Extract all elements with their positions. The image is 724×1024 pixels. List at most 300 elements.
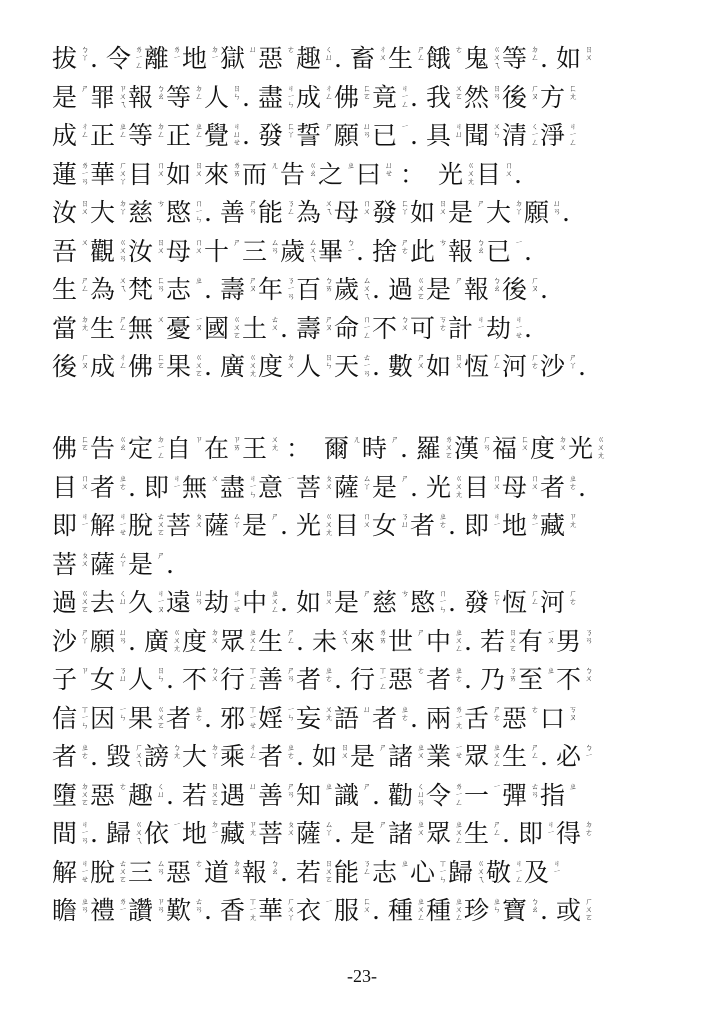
annotated-character [242,156,280,194]
hanzi: 歸 [448,857,474,887]
annotated-character [426,892,464,930]
hanzi: 目 [52,472,78,502]
zhuyin: ㄕㄚ [81,627,89,645]
annotated-character [166,584,204,622]
annotated-character [90,815,106,853]
hanzi: 地 [502,511,528,540]
hanzi: 香 [220,896,246,925]
hanzi: . [410,703,418,733]
hanzi: . [372,275,380,304]
hanzi: 生 [464,819,490,848]
zhuyin: ㄉㄧ [531,512,539,529]
annotated-character [182,40,220,78]
annotated-character [410,79,426,117]
annotated-character [388,271,426,309]
zhuyin: ㄆㄨ [287,820,295,837]
annotated-character [280,507,296,545]
annotated-character [204,310,242,348]
zhuyin: ㄕ [363,781,371,791]
annotated-character [334,661,350,699]
hanzi: 光 [568,434,594,463]
hanzi: 有 [518,626,544,656]
hanzi: 為 [90,275,116,304]
paragraph-2 [52,430,682,931]
zhuyin: ㄇㄨ [195,237,203,255]
annotated-character [556,738,594,776]
annotated-character [410,854,448,892]
zhuyin: ㄅㄚ [81,45,89,62]
zhuyin: ㄉㄧ [211,45,219,62]
zhuyin: ㄓㄨㄥ [417,897,425,922]
page-number: -23- [347,966,377,986]
annotated-character [480,661,518,699]
zhuyin: ㄈㄚ [493,589,501,606]
annotated-character [296,469,334,507]
annotated-character [334,194,372,232]
hanzi: 光 [438,159,464,189]
zhuyin: ㄕㄢ [287,781,295,799]
zhuyin: ㄆㄨ [325,473,333,491]
zhuyin: ㄓ [547,666,555,675]
annotated-character [476,156,514,194]
annotated-character [52,892,90,930]
hanzi: 畜 [350,44,376,73]
zhuyin: ㄉㄥ [157,122,165,139]
zhuyin: ㄜ [195,858,203,868]
hanzi: . [166,665,174,694]
hanzi: 劫 [204,588,230,617]
annotated-character [106,815,144,853]
annotated-character [556,623,594,661]
zhuyin: ㄉㄚ [119,199,127,216]
hanzi: 發 [258,121,284,150]
hanzi: 依 [144,819,170,848]
hanzi: 善 [258,665,284,694]
zhuyin: ㄩ [249,781,257,791]
annotated-character [426,738,464,776]
zhuyin: ㄈㄚ [287,122,295,139]
hanzi: 意 [258,472,284,502]
zhuyin: ㄓㄨㄥ [455,627,463,653]
annotated-character [52,348,90,386]
zhuyin: ㄈㄛ [157,353,165,370]
zhuyin: ㄊㄧㄢ [363,353,371,378]
zhuyin: ㄌㄞ [379,627,387,645]
annotated-character [220,348,258,386]
text-line [52,348,682,387]
annotated-character [144,738,182,776]
hanzi: 告 [280,159,306,189]
zhuyin: ㄧ [401,122,409,131]
annotated-character [280,310,296,348]
hanzi: 得 [556,819,582,848]
zhuyin: ㄕ [379,820,387,829]
annotated-character [518,661,556,699]
annotated-character [220,40,258,78]
zhuyin: ㄍㄨㄤ [173,627,181,653]
zhuyin: ㄓㄜ [195,704,203,722]
hanzi: . [372,780,380,810]
zhuyin: ㄓㄨㄥ [455,820,463,845]
hanzi: 命 [334,313,360,343]
annotated-character [448,854,486,892]
zhuyin: ㄙㄢ [157,858,165,876]
zhuyin: ㄖㄣ [157,666,165,683]
annotated-character [128,777,166,815]
annotated-character [410,469,426,507]
hanzi: 大 [90,198,116,227]
zhuyin: ㄘ [401,589,409,598]
annotated-character [52,738,90,776]
hanzi: . [502,819,510,848]
hanzi: 清 [502,121,528,150]
zhuyin: ㄉㄥ [195,83,203,101]
zhuyin: ㄨㄛ [455,83,463,101]
annotated-character [296,584,334,622]
hanzi: . [448,511,456,540]
zhuyin: ㄖㄨ [81,199,89,216]
annotated-character [128,156,166,194]
zhuyin: ㄉㄧㄥ [157,435,165,460]
hanzi: 薩 [204,511,230,540]
hanzi: 中 [242,588,268,617]
annotated-character [502,507,540,545]
zhuyin: ㄨ [211,473,219,483]
annotated-character [204,892,220,930]
zhuyin: ㄐㄧ [173,473,181,491]
hanzi: 薩 [334,472,360,502]
zhuyin: ㄋㄩ [119,666,127,683]
hanzi: . [334,44,342,73]
annotated-character [312,738,350,776]
zhuyin: ㄐㄩ [455,122,463,139]
annotated-character [128,194,166,232]
zhuyin: ㄐㄧㄝ [515,314,523,340]
annotated-character [280,430,324,468]
hanzi: 趣 [296,44,322,73]
hanzi: 百 [296,275,322,304]
zhuyin: ㄧㄡ [195,314,203,332]
zhuyin: ㄖㄨ [195,160,203,178]
annotated-character [166,233,204,271]
hanzi: 聞 [464,121,490,150]
annotated-character [388,738,426,776]
annotated-character [204,79,242,117]
annotated-character [350,738,388,776]
zhuyin: ㄐㄧ [493,512,501,529]
hanzi: . [204,703,212,733]
annotated-character [464,40,502,78]
zhuyin: ㄈㄛ [363,83,371,101]
hanzi: . [514,159,522,189]
hanzi: 愍 [410,588,436,617]
hanzi: 畢 [318,236,344,266]
hanzi: 寶 [502,896,528,925]
annotated-character [296,40,334,78]
text-line [52,623,682,662]
annotated-character [502,584,540,622]
zhuyin: ㄏㄨㄚ [119,160,127,186]
zhuyin: ㄈㄨ [363,897,371,914]
zhuyin: ㄨㄟ [341,627,349,645]
text-line [52,584,682,623]
annotated-character [464,507,502,545]
hanzi: 是 [52,82,78,112]
hanzi: 中 [426,626,452,656]
hanzi: 度 [258,352,284,381]
annotated-character [540,738,556,776]
annotated-character [334,271,372,309]
zhuyin: ㄍㄠ [309,160,317,178]
annotated-character [372,117,410,155]
zhuyin: ㄈㄛ [81,435,89,452]
hanzi: 種 [388,896,414,925]
hanzi: 罪 [90,82,116,112]
hanzi: 至 [518,665,544,694]
zhuyin: ㄇㄨ [505,160,513,178]
annotated-character [540,700,578,738]
zhuyin: ㄜ [417,666,425,675]
hanzi: 天 [334,352,360,381]
hanzi: 生 [52,275,78,304]
zhuyin: ㄦ [353,435,361,444]
annotated-character [166,546,182,584]
hanzi: 是 [242,511,268,540]
hanzi: 乘 [220,742,246,771]
zhuyin: ㄇㄧㄣ [439,589,447,614]
annotated-character [464,117,502,155]
annotated-character [394,156,438,194]
hanzi: 報 [464,275,490,304]
hanzi: 當 [52,313,78,343]
hanzi: 恆 [502,588,528,617]
hanzi: 知 [296,780,322,810]
hanzi: 愍 [166,198,192,227]
hanzi: 善 [220,198,246,227]
annotated-character [166,661,182,699]
hanzi: 一 [464,780,490,810]
zhuyin: ㄋㄢ [585,627,593,645]
annotated-character [258,348,296,386]
annotated-character [540,117,578,155]
annotated-character [334,584,372,622]
hanzi: 是 [426,275,452,304]
annotated-character [166,348,204,386]
zhuyin: ㄧㄣ [119,704,127,722]
hanzi: 廣 [220,352,246,381]
zhuyin: ㄌㄧ [119,897,127,914]
zhuyin: ㄒㄧㄣ [81,704,89,730]
annotated-character [128,661,166,699]
annotated-character [52,469,90,507]
annotated-character [372,469,410,507]
zhuyin: ㄍㄨㄤ [455,473,463,499]
hanzi: 敬 [486,857,512,887]
hanzi: . [410,472,418,502]
zhuyin: ㄓㄜ [439,512,447,529]
hanzi: 告 [90,434,116,463]
zhuyin: ㄨ [157,314,165,324]
hanzi: 歲 [334,275,360,304]
annotated-character [220,892,258,930]
annotated-character [388,348,426,386]
hanzi: 若 [480,626,506,656]
hanzi: 如 [556,44,582,73]
hanzi: 服 [334,896,360,925]
annotated-character [52,623,90,661]
zhuyin: ㄍㄨㄟ [477,858,485,884]
zhuyin: ㄑㄩ [325,45,333,62]
zhuyin: ㄎㄡ [569,704,577,722]
hanzi: 薩 [90,549,116,579]
hanzi: 目 [334,511,360,540]
text-line [52,430,682,469]
annotated-character [90,507,128,545]
zhuyin: ㄈㄚ [401,199,409,216]
annotated-character [258,194,296,232]
annotated-character [90,156,128,194]
annotated-character [90,271,128,309]
text-line [52,700,682,739]
hanzi: 墮 [52,780,78,810]
hanzi: 惡 [258,44,284,73]
annotated-character [182,815,220,853]
hanzi: 邪 [220,703,246,733]
annotated-character [280,584,296,622]
hanzi: 蓮 [52,159,78,189]
annotated-character [502,777,540,815]
zhuyin: ㄐㄧㄥ [515,858,523,884]
hanzi: 惡 [90,780,116,810]
hanzi: 河 [502,352,528,381]
annotated-character [502,117,540,155]
hanzi: . [578,472,586,502]
hanzi: 歸 [106,819,132,848]
annotated-character [52,79,90,117]
zhuyin: ㄖㄨ [325,589,333,606]
hanzi: 者 [540,472,566,502]
zhuyin: ㄌㄧㄥ [135,45,143,70]
annotated-character [334,117,372,155]
hanzi: 久 [128,588,154,617]
annotated-character [258,271,296,309]
zhuyin: ㄙㄚ [119,550,127,568]
annotated-character [324,430,362,468]
hanzi: 願 [90,626,116,656]
annotated-character [258,79,296,117]
text-line [52,310,682,349]
annotated-character [296,892,334,930]
text-line [52,777,682,816]
annotated-character [388,777,426,815]
annotated-character [318,233,356,271]
zhuyin: ㄕㄚ [569,353,577,370]
zhuyin: ㄩㄝ [385,160,393,178]
zhuyin: ㄓㄢ [81,897,89,914]
annotated-character [242,430,280,468]
hanzi: 捨 [372,236,398,266]
zhuyin: ㄇㄧㄣ [195,199,203,224]
zhuyin: ㄨㄤ [271,435,279,452]
hanzi: 母 [166,236,192,266]
hanzi: 妄 [296,703,322,733]
hanzi: 是 [350,742,376,771]
zhuyin: ㄈㄢ [157,276,165,293]
annotated-character [556,661,594,699]
zhuyin: ㄐㄧㄣ [249,473,257,499]
hanzi: 國 [204,313,230,343]
zhuyin: ㄧㄝ [455,743,463,760]
annotated-character [204,584,242,622]
hanzi: 來 [204,159,230,189]
hanzi: 指 [540,780,566,810]
zhuyin: ㄓㄥ [119,122,127,139]
annotated-character [258,469,296,507]
hanzi: 菩 [296,472,322,502]
hanzi: 解 [90,511,116,540]
annotated-character [128,430,166,468]
zhuyin: ㄧ [173,820,181,829]
hanzi: 諸 [388,742,414,771]
hanzi: 成 [296,82,322,112]
zhuyin: ㄍㄨㄤ [467,160,475,186]
hanzi: . [524,313,532,343]
zhuyin: ㄐㄩㄝ [233,122,241,147]
annotated-character [52,194,90,232]
zhuyin: ㄍㄨㄛ [157,704,165,730]
annotated-character [90,79,128,117]
hanzi: 人 [296,352,322,381]
annotated-character [502,348,540,386]
hanzi: 志 [166,275,192,304]
hanzi: 業 [426,742,452,771]
text-line [52,40,682,79]
hanzi: 沙 [540,352,566,381]
zhuyin: ㄌㄧㄤ [455,704,463,730]
annotated-character [524,310,540,348]
zhuyin: ㄖㄨㄛ [325,858,333,884]
hanzi: 世 [388,626,414,656]
annotated-character [372,310,410,348]
annotated-character [426,271,464,309]
zhuyin: ㄎㄜ [439,314,447,332]
hanzi: . [540,44,548,73]
zhuyin: ㄋㄧㄢ [287,276,295,301]
hanzi: 成 [90,352,116,381]
annotated-character [52,854,90,892]
annotated-character [540,777,578,815]
annotated-character [166,79,204,117]
zhuyin: ㄙㄢ [271,237,279,255]
annotated-character [426,40,464,78]
zhuyin: ㄕㄥ [417,45,425,62]
annotated-character [90,892,128,930]
hanzi: 發 [464,588,490,617]
zhuyin: ㄕㄢ [249,199,257,216]
annotated-character [204,194,220,232]
annotated-character [90,348,128,386]
hanzi: 覺 [204,121,230,150]
annotated-character [334,79,372,117]
annotated-character [52,546,90,584]
annotated-character [258,117,296,155]
zhuyin: ㄙㄨㄟ [363,276,371,301]
annotated-character [318,156,356,194]
zhuyin: ㄕㄥ [287,627,295,645]
hanzi: 離 [144,44,170,73]
annotated-character [448,507,464,545]
zhuyin: ㄗ [195,435,203,444]
